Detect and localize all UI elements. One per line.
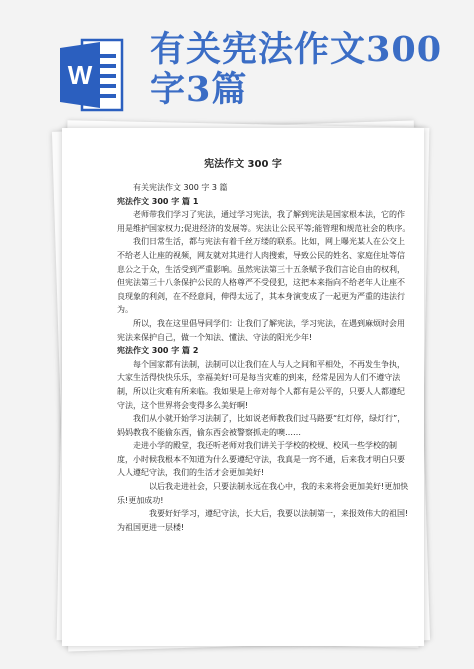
- paragraph: 我们从小就开始学习法制了，比如说老师教我们过马路要“红灯停，绿灯行”，妈妈教我不能偷东西，偷东西会被警察抓走的噢……: [117, 414, 406, 437]
- section-1-heading: 宪法作文 300 字 篇 1: [117, 196, 199, 206]
- section-2-heading: 宪法作文 300 字 篇 2: [117, 346, 199, 356]
- word-document-icon: [60, 36, 126, 114]
- paragraph: 我要好好学习，遵纪守法，长大后，我要以法制第一，来报效伟大的祖国!为祖国更进一层楼!: [117, 509, 409, 532]
- paragraph: 以后我走进社会，只要法制永远在我心中，我的未来将会更加美好!更加快乐!更加成功!: [117, 482, 409, 505]
- paragraph: 走进小学的殿堂，我还听老师对我们讲关于学校的校规、校风一些学校的制度，小时候我根本不知道为什么要遵纪守法，我真是一窍不通，后来我才明白只要人人遵纪守法，我们的生活才会更加美好!: [117, 441, 405, 478]
- page-title: 有关宪法作文300字3篇: [150, 29, 443, 110]
- paragraph: 所以，我在这里倡导同学们：让我们了解宪法，学习宪法，在遇到麻烦时会用宪法来保护自己，做一个知法、懂法、守法的阳光少年!: [117, 318, 405, 342]
- svg-text:W: W: [67, 60, 93, 90]
- paragraph: 我们日常生活，都与宪法有着千丝万缕的联系。比如，网上曝光某人在公交上不给老人让座的视频，网友就对其进行人肉搜索，导致公民的姓名、家庭住址等信息公之于众，生活受到严重影响。虽然宪法第三十五条赋予我们言论自由的权利，但宪法第三十八条保护公民的人格尊严不受侵犯，这把本来指向不给老年人让座不良现象的利剑，在不经意间，伸得太远了，其本身演变成了一起更为严重的违法行为。: [117, 237, 405, 315]
- paragraph: 每个国家都有法制，法制可以让我们在人与人之间和平相处，不再发生争执，大家生活得快快乐乐，幸福美好!可是每当灾难的到来，经常是因为人们不遵守法制，所以让灾难有所来临。我如果是上帝对每个人都有是公平的，只要人人都遵纪守法，这个世界将会变得多么美好啊!: [117, 359, 405, 410]
- paragraph: 老师带我们学习了宪法，通过学习宪法，我了解到宪法是国家根本法，它的作用是维护国家权力;促进经济的发展等。宪法让公民平等;能管理和规范社会的秩序。: [117, 210, 411, 233]
- document-page: [62, 128, 424, 646]
- document-body: [117, 181, 412, 534]
- document-title: 宪法作文 300 字: [204, 159, 282, 170]
- document-subtitle: 有关宪法作文 300 字 3 篇: [133, 183, 228, 192]
